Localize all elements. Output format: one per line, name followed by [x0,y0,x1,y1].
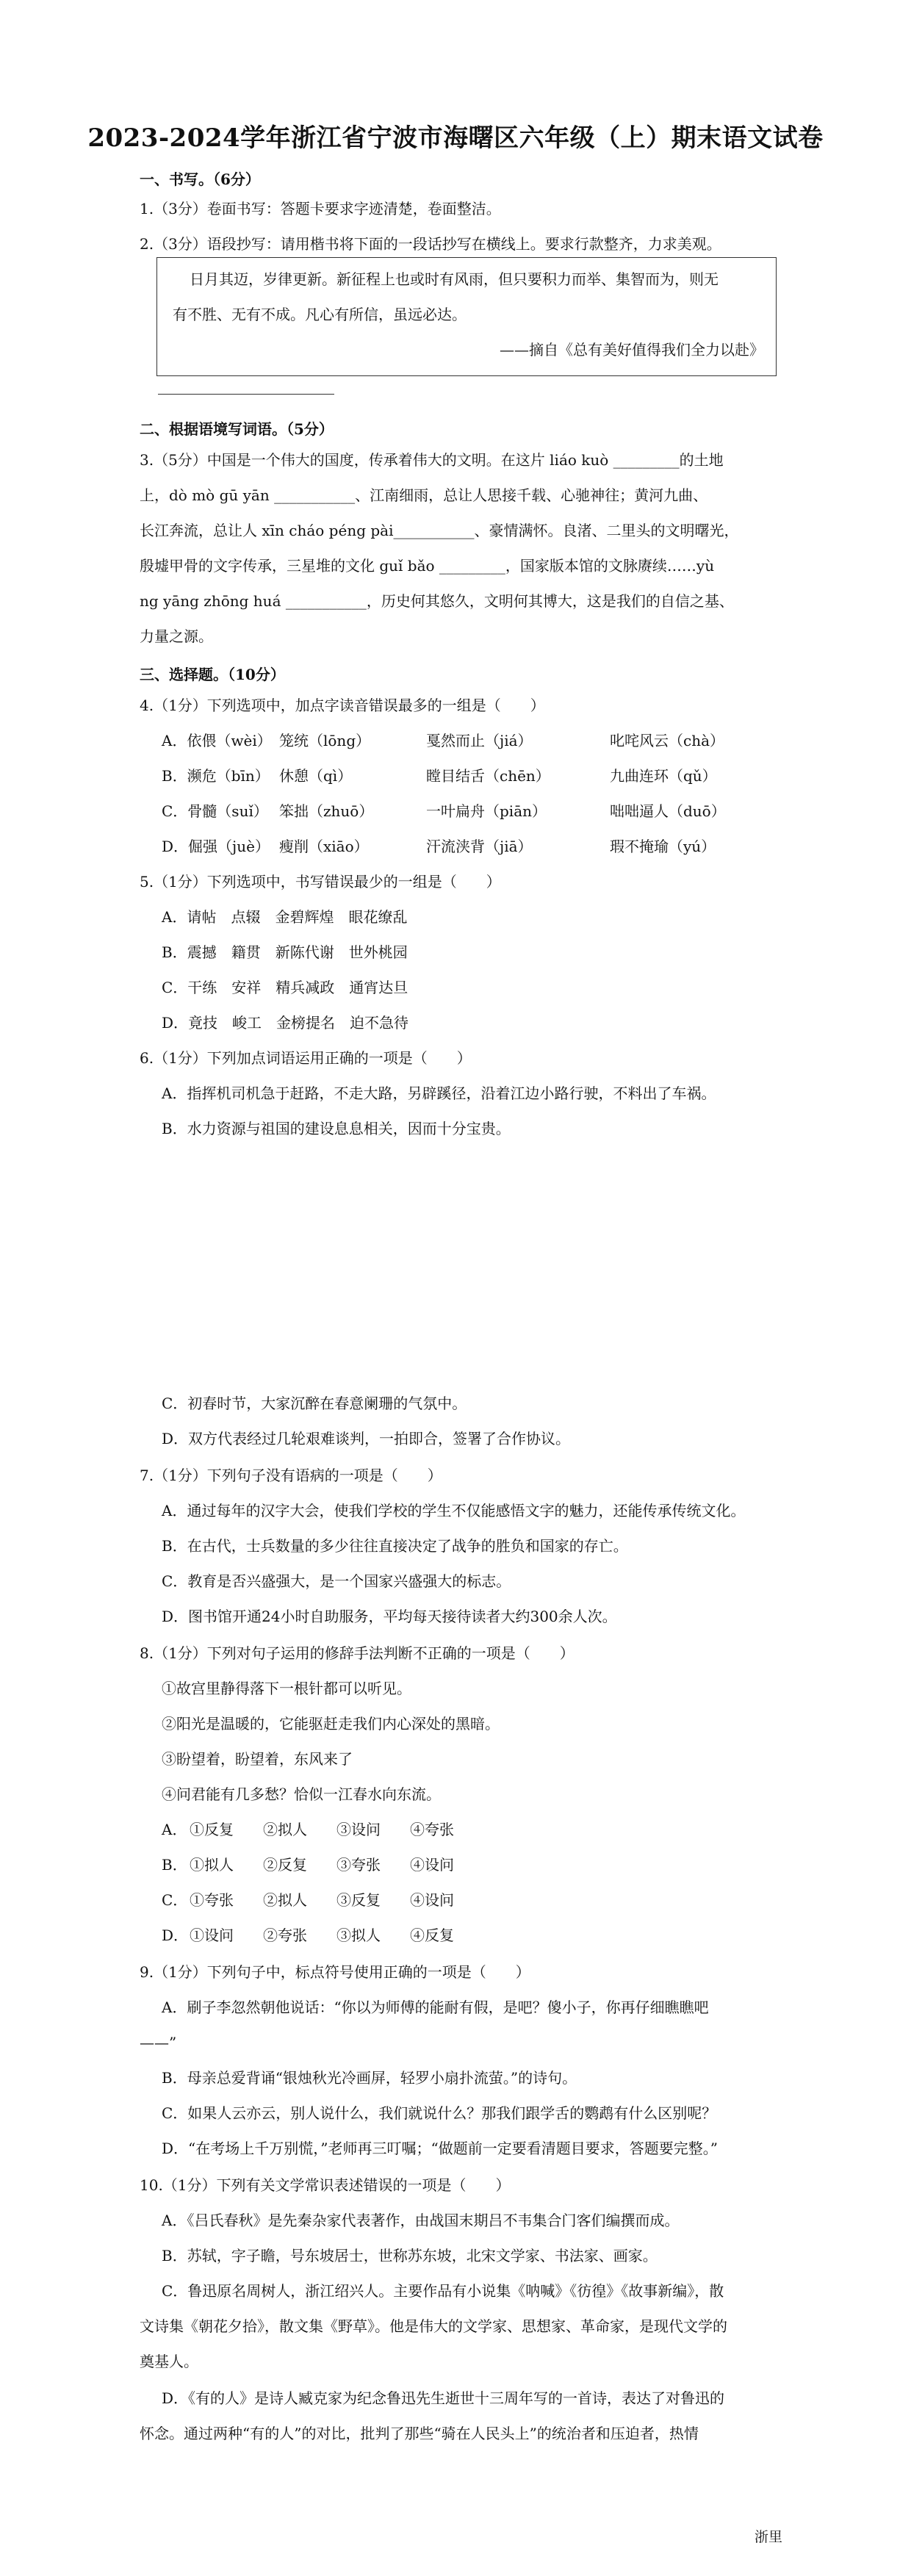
q9-option-a[interactable]: A．刷子李忽然朝他说话：“你以为师傅的能耐有假，是吧？傻小子，你再仔细瞧瞧吧 [162,1998,709,2016]
q8-c-2: ②拟人 [263,1891,307,1909]
q3-line-3: 长江奔流，总让人 xīn cháo péng pài___________、豪情满怀。良渚、二里头的文明曙光， [140,522,739,539]
q8-c-4: ④设问 [410,1891,454,1909]
quote-line-1: 日月其迈，岁律更新。新征程上也或时有风雨，但只要积力而举、集智而为，则无 [190,270,719,288]
quote-source: ——摘自《总有美好值得我们全力以赴》 [500,341,764,359]
question-7: 7.（1分）下列句子没有语病的一项是（ ） [140,1467,442,1484]
q7-option-d[interactable]: D．图书馆开通24小时自助服务，平均每天接待读者大约300余人次。 [162,1608,617,1625]
q10-option-b[interactable]: B．苏轼，字子瞻，号东坡居士，世称苏东坡，北宋文学家、书法家、画家。 [162,2247,658,2264]
question-2: 2.（3分）语段抄写：请用楷书将下面的一段话抄写在横线上。要求行款整齐，力求美观。 [140,235,721,253]
q8-option-d[interactable] [162,1925,454,1946]
q4-option-d[interactable] [162,836,716,857]
q8-sentence-3 [162,1749,786,1769]
q8-option-b[interactable] [162,1854,454,1875]
q3-line-1: 3.（5分）中国是一个伟大的国度，传承着伟大的文明。在这片 liáo kuò _________的土地 [140,451,724,469]
quote-line-2: 有不胜、无有不成。凡心有所信，虽远必达。 [173,306,467,323]
q7-option-a[interactable]: A．通过每年的汉字大会，使我们学校的学生不仅能感悟文字的魅力，还能传承传统文化。 [162,1502,746,1519]
q8-sentence-2-text: 阳光是温暖的，它能驱赶走我们内心深处的黑暗。 [176,1715,500,1733]
q8-number-3: ③ [162,1750,176,1768]
q4-a-1: A．依偎（wèi） [162,732,272,749]
q8-c-3: ③反复 [336,1891,381,1909]
q8-b-1: ①拟人 [190,1856,234,1874]
question-9: 9.（1分）下列句子中，标点符号使用正确的一项是（ ） [140,1963,530,1981]
q10-option-c-cont-1: 文诗集《朝花夕拾》，散文集《野草》。他是伟大的文学家、思想家、革命家，是现代文学的 [140,2317,727,2335]
q8-d-2: ②夸张 [263,1926,307,1944]
q3-line-6: 力量之源。 [140,627,213,645]
question-8: 8.（1分）下列对句子运用的修辞手法判断不正确的一项是（ ） [140,1644,575,1662]
section-heading-writing: 一、书写。（6分） [140,170,260,188]
q9-option-b[interactable]: B．母亲总爱背诵“银烛秋光冷画屏，轻罗小扇扑流萤。”的诗句。 [162,2069,577,2087]
q4-c-1: C．骨髓（suǐ） [162,802,268,820]
copy-answer-line[interactable] [158,394,334,395]
q5-option-a[interactable]: A．请帖 点辍 金碧辉煌 眼花缭乱 [162,908,408,926]
q5-option-c[interactable]: C．干练 安祥 精兵减政 通宵达旦 [162,979,408,996]
q3-line-2: 上，dò mò gū yān ___________、江南细雨，总让人思接千载、心驰神往；黄河九曲、 [140,486,708,504]
q6-option-d[interactable]: D．双方代表经过几轮艰难谈判，一拍即合，签署了合作协议。 [162,1430,571,1447]
q8-option-a[interactable] [162,1819,454,1840]
q4-a-4: 叱咤风云（chà） [610,732,725,749]
q4-b-1: B．濒危（bīn） [162,767,270,785]
q9-option-d[interactable]: D．“在考场上千万别慌，”老师再三叮嘱；“做题前一定要看清题目要求，答题要完整。” [162,2140,718,2157]
q4-option-c[interactable] [162,801,726,821]
section-heading-choice: 三、选择题。（10分） [140,666,285,683]
q8-a-2: ②拟人 [263,1821,307,1838]
q8-option-c[interactable] [162,1890,454,1910]
question-1: 1.（3分）卷面书写：答题卡要求字迹清楚，卷面整洁。 [140,200,501,217]
q4-c-4: 咄咄逼人（duō） [610,802,726,820]
q4-b-2: 休憩（qì） [279,767,353,785]
page-title: 2023-2024学年浙江省宁波市海曙区六年级（上）期末语文试卷 [87,123,824,153]
question-5: 5.（1分）下列选项中，书写错误最少的一组是（ ） [140,873,501,891]
q8-a-4: ④夸张 [410,1821,454,1838]
q8-number-1: ① [162,1680,176,1697]
question-4: 4.（1分）下列选项中，加点字读音错误最多的一组是（ ） [140,697,545,714]
q4-d-3: 汗流浃背（jiā） [426,838,533,855]
q7-option-b[interactable]: B．在古代，士兵数量的多少往往直接决定了战争的胜负和国家的存亡。 [162,1537,628,1555]
q7-option-c[interactable]: C．教育是否兴盛强大，是一个国家兴盛强大的标志。 [162,1572,511,1590]
q4-c-3: 一叶扁舟（piān） [426,802,547,820]
q8-b-2: ②反复 [263,1856,307,1874]
q6-option-a[interactable]: A．指挥机司机急于赶路，不走大路，另辟蹊径，沿着江边小路行驶，不料出了车祸。 [162,1084,716,1102]
q4-option-a[interactable] [162,730,724,751]
q5-option-d[interactable]: D．竟技 峻工 金榜提名 迫不急待 [162,1014,409,1032]
q8-d-1: ①设问 [190,1926,234,1944]
q8-b-3: ③夸张 [336,1856,381,1874]
q4-a-3: 戛然而止（jiá） [426,732,533,749]
footer-mark: 浙里 [754,2529,782,2545]
q8-sentence-1 [162,1678,786,1699]
section-heading-words: 二、根据语境写词语。（5分） [140,420,334,438]
q8-c-label: C． [162,1891,188,1909]
q8-a-3: ③设问 [336,1821,381,1838]
q8-sentence-4 [162,1784,786,1805]
q8-c-1: ①夸张 [190,1891,234,1909]
q8-sentence-1-text: 故宫里静得落下一根针都可以听见。 [176,1680,411,1697]
q8-sentence-2 [162,1713,786,1734]
question-10: 10.（1分）下列有关文学常识表述错误的一项是（ ） [140,2176,511,2194]
q6-option-c[interactable]: C．初春时节，大家沉醉在春意阑珊的气氛中。 [162,1395,467,1412]
q8-number-2: ② [162,1715,176,1733]
q5-option-b[interactable]: B．震撼 籍贯 新陈代谢 世外桃园 [162,943,408,961]
q4-d-2: 瘦削（xiāo） [279,838,369,855]
q8-d-4: ④反复 [410,1926,454,1944]
q8-d-3: ③拟人 [336,1926,381,1944]
q8-a-1: ①反复 [190,1821,234,1838]
q8-sentence-4-text: 问君能有几多愁？恰似一江春水向东流。 [176,1785,441,1803]
q8-number-4: ④ [162,1785,176,1803]
q10-option-a[interactable]: A．《吕氏春秋》是先秦杂家代表著作，由战国末期吕不韦集合门客们编撰而成。 [162,2212,680,2229]
q8-d-label: D． [162,1926,189,1944]
q3-line-5: ng yāng zhōng huá ___________，历史何其悠久，文明何其博大，这是我们的自信之基、 [140,592,734,610]
q8-a-label: A． [162,1821,187,1838]
q10-option-c-cont-2: 奠基人。 [140,2353,198,2370]
q4-d-1: D．倔强（juè） [162,838,270,855]
q6-option-b[interactable]: B．水力资源与祖国的建设息息相关，因而十分宝贵。 [162,1120,511,1137]
q9-option-a-cont: ——” [140,2034,177,2051]
q10-option-d[interactable]: D．《有的人》是诗人臧克家为纪念鲁迅先生逝世十三周年写的一首诗，表达了对鲁迅的 [162,2389,725,2407]
q8-b-4: ④设问 [410,1856,454,1874]
q10-option-d-cont: 怀念。通过两种“有的人”的对比，批判了那些“骑在人民头上”的统治者和压迫者，热情 [140,2425,699,2442]
q3-line-4: 殷墟甲骨的文字传承，三星堆的文化 guǐ bǎo _________，国家版本馆的文脉赓续……yù [140,557,715,575]
q4-a-2: 笼统（lōng） [279,732,371,749]
q9-option-c[interactable]: C．如果人云亦云，别人说什么，我们就说什么？那我们跟学舌的鹦鹉有什么区别呢？ [162,2104,717,2122]
q8-b-label: B． [162,1856,187,1874]
q10-option-c[interactable]: C．鲁迅原名周树人，浙江绍兴人。主要作品有小说集《呐喊》《彷徨》《故事新编》，散 [162,2282,724,2300]
q8-sentence-3-text: 盼望着，盼望着，东风来了 [176,1750,353,1768]
q4-b-3: 瞠目结舌（chēn） [426,767,550,785]
q4-option-b[interactable] [162,766,717,786]
q4-b-4: 九曲连环（qǔ） [610,767,717,785]
question-6: 6.（1分）下列加点词语运用正确的一项是（ ） [140,1049,472,1067]
q4-d-4: 瑕不掩瑜（yú） [610,838,716,855]
q4-c-2: 笨拙（zhuō） [279,802,374,820]
